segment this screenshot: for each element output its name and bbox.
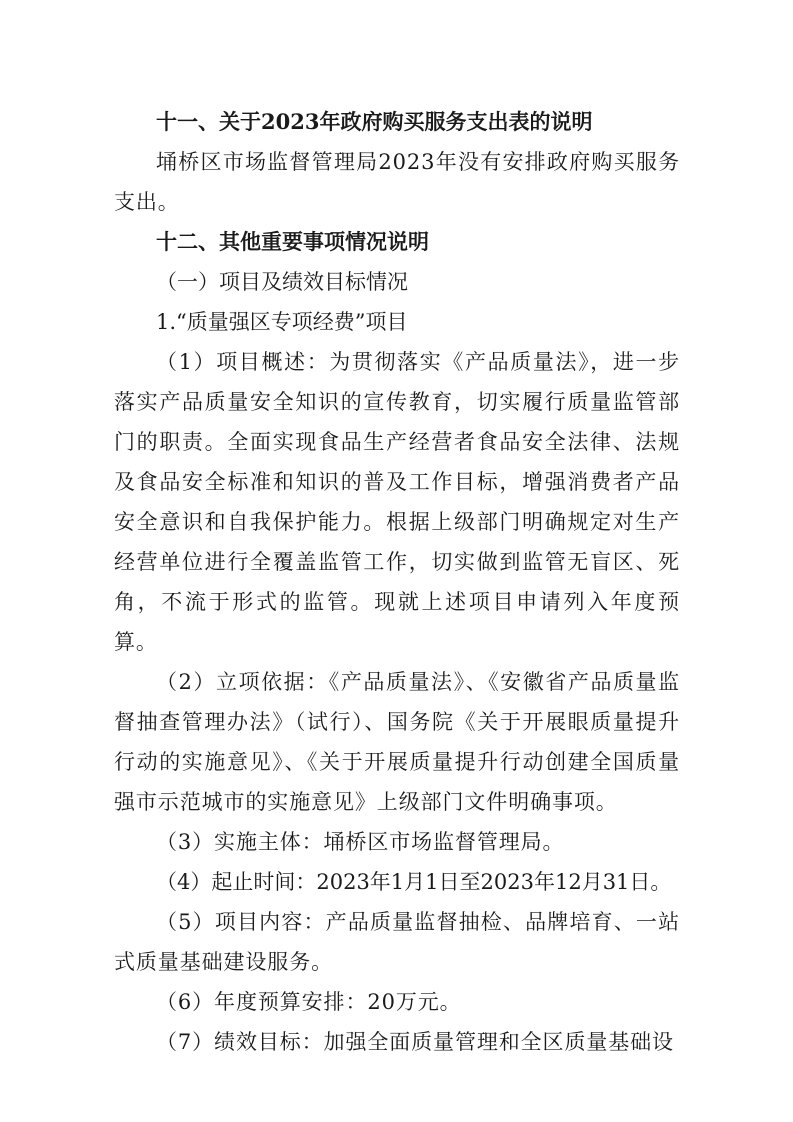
item-annual-budget: （6）年度预算安排：20万元。 (156, 990, 462, 1014)
item-time-period: （4）起止时间：2023年1月1日至2023年12月31日。 (156, 870, 672, 894)
document-body (114, 102, 680, 1062)
item-project-basis: （2）立项依据：《产品质量法》、《安徽省产品质量监督抽查管理办法》（试行）、国务院《关于开展眼质量提升行动的实施意见》、《关于开展质量提升行动创建全国质量强市示范城市的实施意见》上级部门文件明确事项。 (114, 670, 680, 814)
project-title: 1.“质量强区专项经费”项目 (156, 310, 408, 334)
section-11-heading: 十一、关于2023年政府购买服务支出表的说明 (156, 109, 593, 134)
item-implementing-entity: （3）实施主体：埇桥区市场监督管理局。 (156, 830, 565, 854)
item-project-overview: （1）项目概述：为贯彻落实《产品质量法》，进一步落实产品质量安全知识的宣传教育，切实履行质量监管部门的职责。全面实现食品生产经营者食品安全法律、法规及食品安全标准和知识的普及工作目标，增强消费者产品安全意识和自我保护能力。根据上级部门明确规定对生产经营单位进行全覆盖监管工作，切实做到监管无盲区、死角，不流于形式的监管。现就上述项目申请列入年度预算。 (114, 350, 680, 654)
item-performance-goal: （7）绩效目标：加强全面质量管理和全区质量基础设 (156, 1030, 674, 1054)
section-12-heading: 十二、其他重要事项情况说明 (156, 229, 429, 254)
section-11-body: 埇桥区市场监督管理局2023年没有安排政府购买服务支出。 (114, 150, 680, 214)
item-project-content: （5）项目内容：产品质量监督抽检、品牌培育、一站式质量基础建设服务。 (114, 910, 680, 974)
subsection-1-heading: （一）项目及绩效目标情况 (156, 270, 408, 294)
